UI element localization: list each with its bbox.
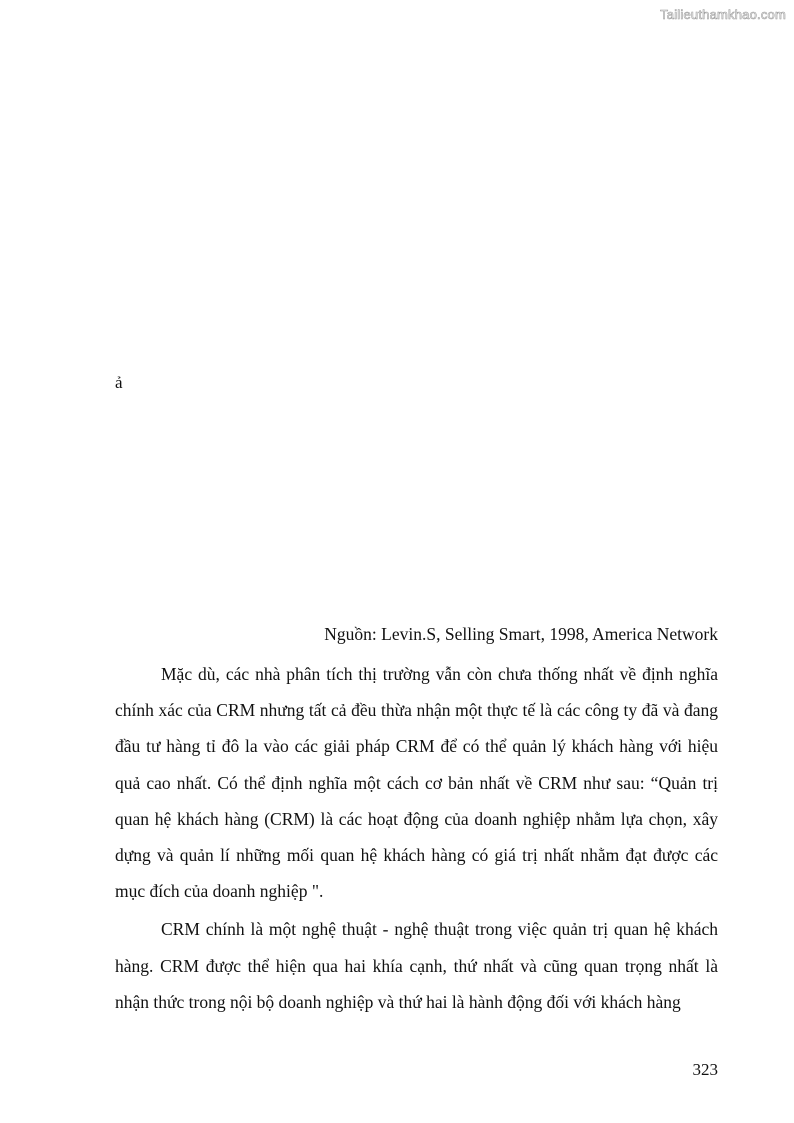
paragraph: CRM chính là một nghệ thuật - nghệ thuật trong việc quản trị quan hệ khách hàng. CRM được thể hiện qua hai khía cạnh, thứ nhất và cũng quan trọng nhất là nhận thức trong nội bộ doanh nghiệp và thứ hai là hành động đối với khách hàng: [115, 919, 718, 1012]
stray-character: ả: [115, 373, 123, 392]
watermark: Tailieuthamkhao.com: [660, 7, 786, 22]
source-citation: Nguồn: Levin.S, Selling Smart, 1998, America Network: [324, 624, 718, 644]
page-number: 323: [692, 1060, 718, 1079]
body-text: [115, 656, 718, 1020]
paragraph: Mặc dù, các nhà phân tích thị trường vẫn còn chưa thống nhất về định nghĩa chính xác của CRM nhưng tất cả đều thừa nhận một thực tế là các công ty đã và đang đầu tư hàng tỉ đô la vào các giải pháp CRM để có thể quản lý khách hàng với hiệu quả cao nhất. Có thể định nghĩa một cách cơ bản nhất về CRM như sau: “Quản trị quan hệ khách hàng (CRM) là các hoạt động của doanh nghiệp nhằm lựa chọn, xây dựng và quản lí những mối quan hệ khách hàng có giá trị nhất nhằm đạt được các mục đích của doanh nghiệp ".: [115, 664, 718, 902]
